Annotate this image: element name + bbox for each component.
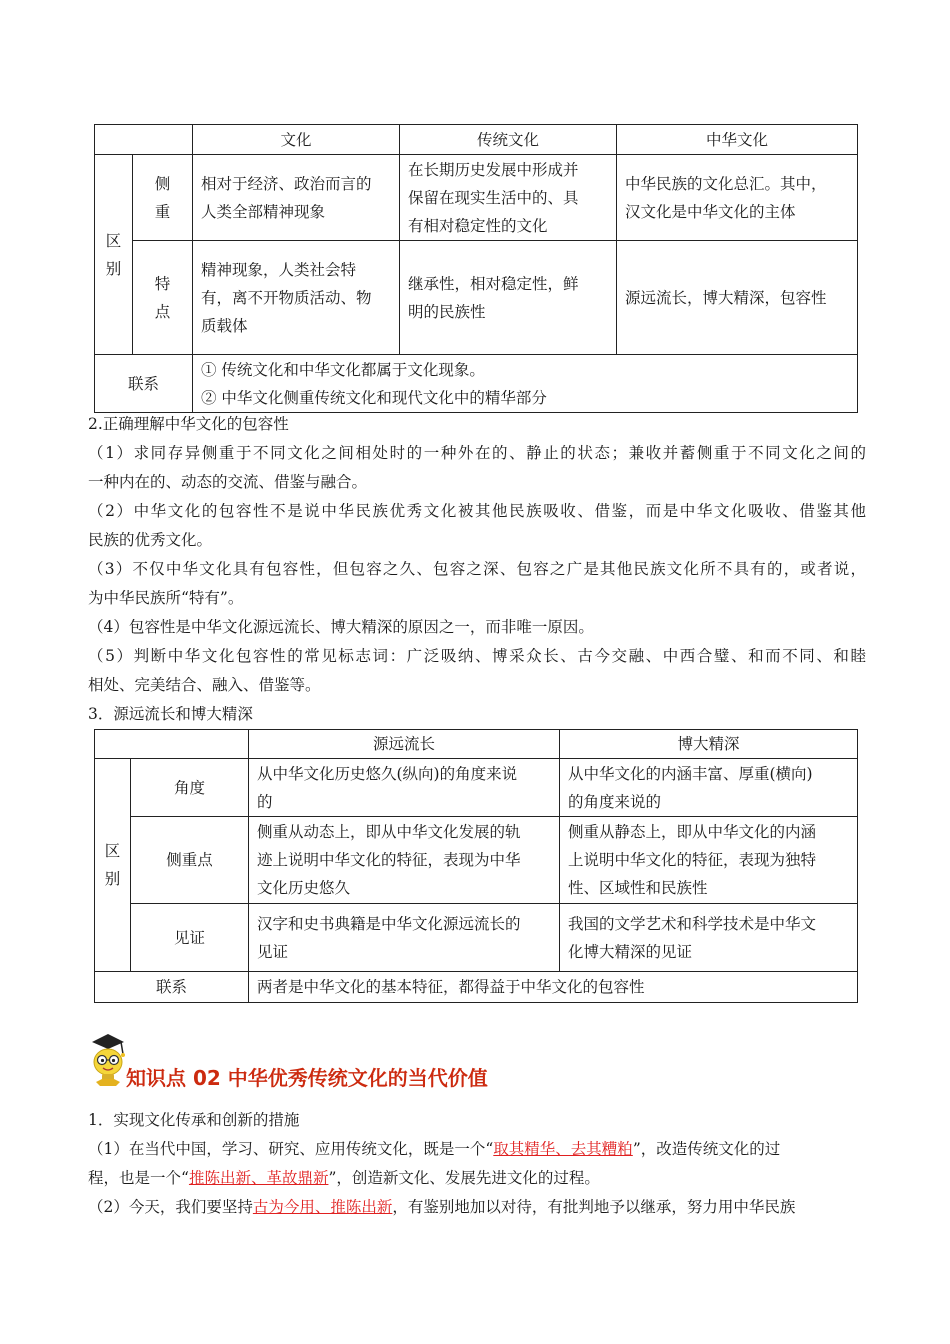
table-row-link <box>95 355 858 413</box>
table-row <box>95 759 858 817</box>
row-label: 侧重点 <box>131 817 249 904</box>
paragraph-line: （4）包容性是中华文化源远流长、博大精深的原因之一，而非唯一原因。 <box>88 618 594 636</box>
section-inclusiveness <box>88 410 866 729</box>
row-label: 角度 <box>131 759 249 817</box>
paragraph-line: 为中华民族所“特有”。 <box>88 589 244 607</box>
table-cell: 继承性，相对稳定性，鲜 明的民族性 <box>400 241 617 355</box>
table-cell: 两者是中华文化的基本特征，都得益于中华文化的包容性 <box>249 972 858 1003</box>
paragraph-line: 程，也是一个“推陈出新、革故鼎新”，创造新文化、发展先进文化的过程。 <box>88 1169 600 1187</box>
table-corner-cell <box>95 730 249 759</box>
paragraph-line: （2）中华文化的包容性不是说中华民族优秀文化被其他民族吸收、借鉴，而是中华文化吸收、借鉴其他 <box>88 502 866 520</box>
table-cell: 源远流长，博大精深，包容性 <box>617 241 858 355</box>
table-cell: 侧重从静态上，即从中华文化的内涵 上说明中华文化的特征，表现为独特 性、区域性和民族性 <box>560 817 858 904</box>
table-row <box>95 155 858 241</box>
highlight-text: 取其精华、去其糟粕 <box>493 1140 633 1158</box>
row-label: 侧 重 <box>133 155 193 241</box>
culture-comparison-table <box>94 124 858 413</box>
table-row <box>95 904 858 972</box>
table-row <box>95 241 858 355</box>
paragraph-line: 相处、完美结合、融入、借鉴等。 <box>88 676 321 694</box>
paragraph-line: 民族的优秀文化。 <box>88 531 213 549</box>
section-title: 3．源远流长和博大精深 <box>88 705 253 723</box>
paragraph-line: 一种内在的、动态的交流、借鉴与融合。 <box>88 473 368 491</box>
table-row <box>95 817 858 904</box>
paragraph-line: （1）在当代中国，学习、研究、应用传统文化，既是一个“取其精华、去其糟粕”，改造传统文化的过 <box>88 1140 781 1158</box>
table-cell: 中华民族的文化总汇。其中， 汉文化是中华文化的主体 <box>617 155 858 241</box>
section-measures <box>88 1106 866 1222</box>
table-cell: 我国的文学艺术和科学技术是中华文 化博大精深的见证 <box>560 904 858 972</box>
column-header: 中华文化 <box>617 125 858 155</box>
scholar-mascot-icon <box>88 1032 128 1088</box>
column-header: 文化 <box>193 125 400 155</box>
group-label: 区 别 <box>95 155 133 355</box>
paragraph-line: （3）不仅中华文化具有包容性，但包容之久、包容之深、包容之广是其他民族文化所不具有的，或者说， <box>88 560 866 578</box>
row-label: 见证 <box>131 904 249 972</box>
highlight-text: 古为今用、推陈出新 <box>252 1198 393 1216</box>
row-label: 联系 <box>95 972 249 1003</box>
table-header-row <box>95 730 858 759</box>
table-corner-cell <box>95 125 193 155</box>
table-cell: ① 传统文化和中华文化都属于文化现象。 ② 中华文化侧重传统文化和现代文化中的精华部分 <box>193 355 858 413</box>
section-title: 2.正确理解中华文化的包容性 <box>88 415 289 433</box>
paragraph-line: （2）今天，我们要坚持古为今用、推陈出新，有鉴别地加以对待，有批判地予以继承，努力用中华民族 <box>88 1198 796 1216</box>
row-label: 联系 <box>95 355 193 413</box>
table-cell: 从中华文化历史悠久(纵向)的角度来说 的 <box>249 759 560 817</box>
column-header: 源远流长 <box>249 730 560 759</box>
row-label: 特 点 <box>133 241 193 355</box>
column-header: 博大精深 <box>560 730 858 759</box>
table-cell: 在长期历史发展中形成并 保留在现实生活中的、具 有相对稳定性的文化 <box>400 155 617 241</box>
section-title: 1．实现文化传承和创新的措施 <box>88 1111 300 1129</box>
table-cell: 汉字和史书典籍是中华文化源远流长的 见证 <box>249 904 560 972</box>
knowledge-point-heading <box>88 1030 688 1090</box>
table-cell: 精神现象，人类社会特 有，离不开物质活动、物 质载体 <box>193 241 400 355</box>
column-header: 传统文化 <box>400 125 617 155</box>
table-cell: 从中华文化的内涵丰富、厚重(横向) 的角度来说的 <box>560 759 858 817</box>
continuity-depth-table <box>94 729 858 1003</box>
table-row-link <box>95 972 858 1003</box>
table-cell: 侧重从动态上，即从中华文化发展的轨 迹上说明中华文化的特征，表现为中华 文化历史悠久 <box>249 817 560 904</box>
table-cell: 相对于经济、政治而言的 人类全部精神现象 <box>193 155 400 241</box>
table-header-row <box>95 125 858 155</box>
paragraph-line: （5）判断中华文化包容性的常见标志词：广泛吸纳、博采众长、古今交融、中西合璧、和而不同、和睦 <box>88 647 866 665</box>
paragraph-line: （1）求同存异侧重于不同文化之间相处时的一种外在的、静止的状态；兼收并蓄侧重于不同文化之间的 <box>88 444 866 462</box>
knowledge-point-title: 知识点 02 中华优秀传统文化的当代价值 <box>126 1066 488 1090</box>
group-label: 区 别 <box>95 759 131 972</box>
highlight-text: 推陈出新、革故鼎新 <box>188 1169 329 1187</box>
